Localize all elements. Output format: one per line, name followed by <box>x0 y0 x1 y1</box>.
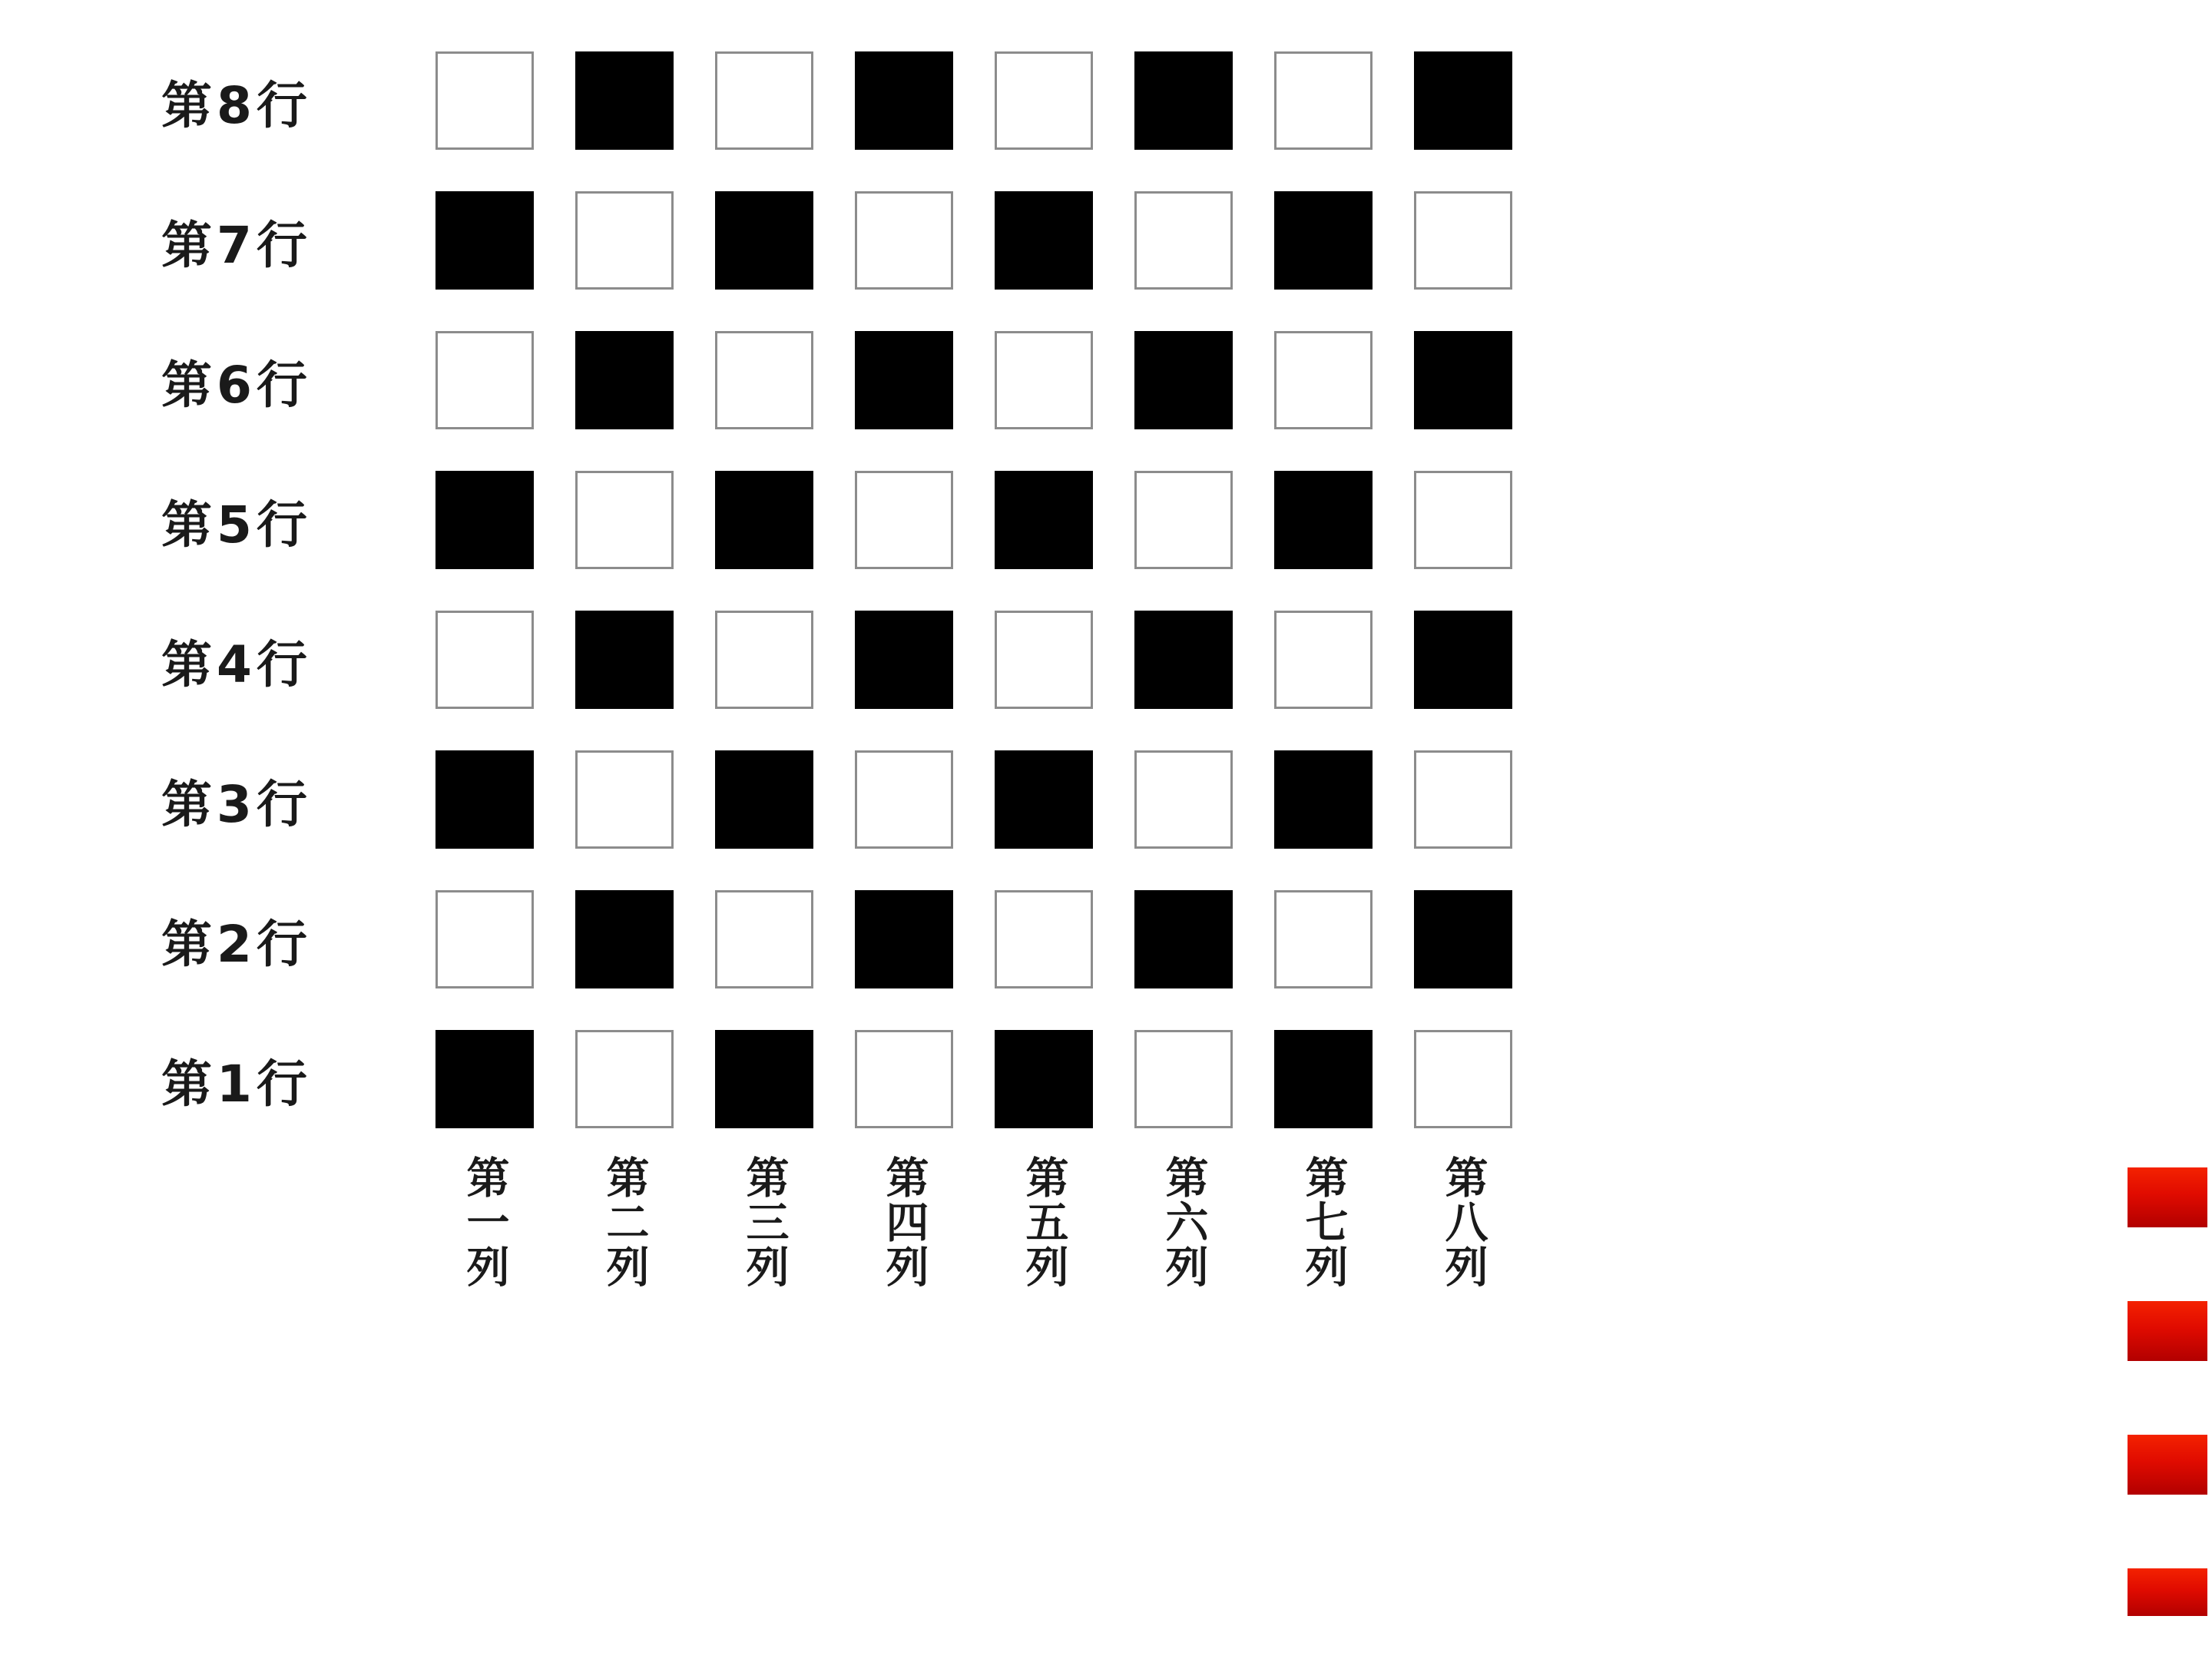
dark-square <box>575 331 674 429</box>
dark-square <box>1134 611 1233 709</box>
dark-square <box>855 890 953 988</box>
dark-square <box>435 1030 534 1128</box>
dark-square <box>435 750 534 849</box>
board-cell[interactable] <box>1253 869 1393 1009</box>
dark-square <box>1414 331 1512 429</box>
light-square <box>1134 191 1233 290</box>
dark-square <box>1414 611 1512 709</box>
board-cell[interactable] <box>415 590 555 730</box>
board-cell[interactable] <box>1114 869 1253 1009</box>
dark-square <box>1274 191 1373 290</box>
board-cell[interactable] <box>555 171 694 310</box>
light-square <box>1274 611 1373 709</box>
dark-square <box>1134 890 1233 988</box>
board-cell[interactable] <box>415 730 555 869</box>
column-label: 第二列 <box>599 1155 650 1289</box>
dark-square <box>435 191 534 290</box>
board-cell[interactable] <box>834 310 974 450</box>
board-cell[interactable] <box>555 869 694 1009</box>
board-cell[interactable] <box>555 310 694 450</box>
board-cell[interactable] <box>1253 1009 1393 1149</box>
light-square <box>995 331 1093 429</box>
light-square <box>435 331 534 429</box>
board-cell[interactable] <box>555 730 694 869</box>
light-square <box>575 750 674 849</box>
dark-square <box>1134 331 1233 429</box>
red-marker-3 <box>2128 1435 2207 1495</box>
light-square <box>1134 750 1233 849</box>
board-cell[interactable] <box>1253 730 1393 869</box>
board-cell[interactable] <box>415 1009 555 1149</box>
board-row <box>161 730 1533 869</box>
board-cell[interactable] <box>834 730 974 869</box>
light-square <box>1134 471 1233 569</box>
board-cell[interactable] <box>1393 730 1533 869</box>
board-cell[interactable] <box>974 730 1114 869</box>
dark-square <box>995 191 1093 290</box>
light-square <box>1274 51 1373 150</box>
light-square <box>575 191 674 290</box>
row-label: 第1行 <box>161 1054 312 1114</box>
board-cell[interactable] <box>694 1009 834 1149</box>
board-cell[interactable] <box>974 590 1114 730</box>
light-square <box>715 611 813 709</box>
board-cell[interactable] <box>555 1009 694 1149</box>
board-cell[interactable] <box>415 869 555 1009</box>
column-label: 第六列 <box>1158 1155 1209 1289</box>
board-cell[interactable] <box>1393 450 1533 590</box>
light-square <box>1274 331 1373 429</box>
board-cell[interactable] <box>1393 31 1533 171</box>
red-marker-4 <box>2128 1568 2207 1616</box>
column-label-cell <box>1114 1149 1253 1364</box>
light-square <box>575 1030 674 1128</box>
board-cell[interactable] <box>974 450 1114 590</box>
board-cell[interactable] <box>555 31 694 171</box>
light-square <box>995 51 1093 150</box>
dark-square <box>995 471 1093 569</box>
dark-square <box>1414 890 1512 988</box>
board-cell[interactable] <box>1114 450 1253 590</box>
board-cell[interactable] <box>415 310 555 450</box>
board-cell[interactable] <box>1393 310 1533 450</box>
light-square <box>995 890 1093 988</box>
board-cell[interactable] <box>555 590 694 730</box>
row-label: 第2行 <box>161 914 312 974</box>
board-cell[interactable] <box>974 869 1114 1009</box>
board-cell[interactable] <box>834 869 974 1009</box>
light-square <box>715 890 813 988</box>
column-label: 第七列 <box>1298 1155 1349 1289</box>
board-cell[interactable] <box>1393 590 1533 730</box>
dark-square <box>575 890 674 988</box>
board-cell[interactable] <box>834 450 974 590</box>
dark-square <box>1274 1030 1373 1128</box>
board-cell[interactable] <box>974 171 1114 310</box>
light-square <box>855 1030 953 1128</box>
light-square <box>435 890 534 988</box>
board-cell[interactable] <box>1253 590 1393 730</box>
column-label-cell <box>1253 1149 1393 1364</box>
board-cell[interactable] <box>834 590 974 730</box>
column-label: 第四列 <box>879 1155 929 1289</box>
light-square <box>1414 750 1512 849</box>
board-cell[interactable] <box>1114 730 1253 869</box>
row-label: 第6行 <box>161 355 312 415</box>
board-cell[interactable] <box>1114 31 1253 171</box>
board-row <box>161 590 1533 730</box>
light-square <box>435 51 534 150</box>
dark-square <box>1274 471 1373 569</box>
column-label-cell <box>834 1149 974 1364</box>
checkerboard-table <box>161 31 1533 1364</box>
dark-square <box>435 471 534 569</box>
board-cell[interactable] <box>834 31 974 171</box>
board-cell[interactable] <box>415 171 555 310</box>
dark-square <box>1134 51 1233 150</box>
board-row <box>161 310 1533 450</box>
column-label: 第三列 <box>739 1155 790 1289</box>
board-cell[interactable] <box>694 450 834 590</box>
board-cell[interactable] <box>1114 1009 1253 1149</box>
dark-square <box>855 331 953 429</box>
board-cell[interactable] <box>974 31 1114 171</box>
light-square <box>855 750 953 849</box>
dark-square <box>855 51 953 150</box>
dark-square <box>995 1030 1093 1128</box>
board-row <box>161 171 1533 310</box>
board-cell[interactable] <box>1393 869 1533 1009</box>
board-row <box>161 31 1533 171</box>
board-cell[interactable] <box>555 450 694 590</box>
board-cell[interactable] <box>1253 171 1393 310</box>
light-square <box>715 331 813 429</box>
column-label: 第八列 <box>1438 1155 1488 1289</box>
board-cell[interactable] <box>974 1009 1114 1149</box>
dark-square <box>855 611 953 709</box>
light-square <box>1274 890 1373 988</box>
board-cell[interactable] <box>415 450 555 590</box>
row-label: 第8行 <box>161 75 312 135</box>
row-label: 第5行 <box>161 495 312 555</box>
light-square <box>575 471 674 569</box>
column-label-cell <box>694 1149 834 1364</box>
board-cell[interactable] <box>1114 171 1253 310</box>
board-cell[interactable] <box>694 730 834 869</box>
board-cell[interactable] <box>1393 1009 1533 1149</box>
board-cell[interactable] <box>1253 450 1393 590</box>
column-label-cell <box>415 1149 555 1364</box>
board-cell[interactable] <box>1253 310 1393 450</box>
board-cell[interactable] <box>415 31 555 171</box>
board-cell[interactable] <box>1253 31 1393 171</box>
light-square <box>855 191 953 290</box>
light-square <box>715 51 813 150</box>
board-cell[interactable] <box>694 869 834 1009</box>
light-square <box>1134 1030 1233 1128</box>
dark-square <box>715 191 813 290</box>
board-row <box>161 450 1533 590</box>
board-row <box>161 1009 1533 1149</box>
dark-square <box>575 51 674 150</box>
dark-square <box>715 471 813 569</box>
light-square <box>435 611 534 709</box>
column-label-cell <box>1393 1149 1533 1364</box>
board-row <box>161 869 1533 1009</box>
dark-square <box>1274 750 1373 849</box>
light-square <box>1414 471 1512 569</box>
red-marker-1 <box>2128 1167 2207 1227</box>
row-label: 第4行 <box>161 634 312 694</box>
row-label: 第7行 <box>161 215 312 275</box>
board-cell[interactable] <box>834 171 974 310</box>
dark-square <box>575 611 674 709</box>
board-cell[interactable] <box>1393 171 1533 310</box>
grid-corner <box>161 1149 415 1364</box>
board-cell[interactable] <box>974 310 1114 450</box>
column-label-row <box>161 1149 1533 1364</box>
checkerboard-body <box>161 31 1533 1364</box>
column-label-cell <box>974 1149 1114 1364</box>
light-square <box>995 611 1093 709</box>
board-cell[interactable] <box>694 171 834 310</box>
red-marker-strip <box>2128 1167 2212 1616</box>
light-square <box>1414 1030 1512 1128</box>
red-marker-2 <box>2128 1301 2207 1361</box>
board-cell[interactable] <box>1114 590 1253 730</box>
light-square <box>855 471 953 569</box>
board-cell[interactable] <box>1114 310 1253 450</box>
board-cell[interactable] <box>694 590 834 730</box>
board-cell[interactable] <box>694 31 834 171</box>
column-label: 第五列 <box>1018 1155 1069 1289</box>
board-cell[interactable] <box>694 310 834 450</box>
board-cell[interactable] <box>834 1009 974 1149</box>
dark-square <box>715 750 813 849</box>
column-label: 第一列 <box>459 1155 510 1289</box>
dark-square <box>715 1030 813 1128</box>
column-label-cell <box>555 1149 694 1364</box>
dark-square <box>1414 51 1512 150</box>
light-square <box>1414 191 1512 290</box>
board-grid-area <box>161 31 1533 1364</box>
row-label: 第3行 <box>161 774 312 834</box>
dark-square <box>995 750 1093 849</box>
